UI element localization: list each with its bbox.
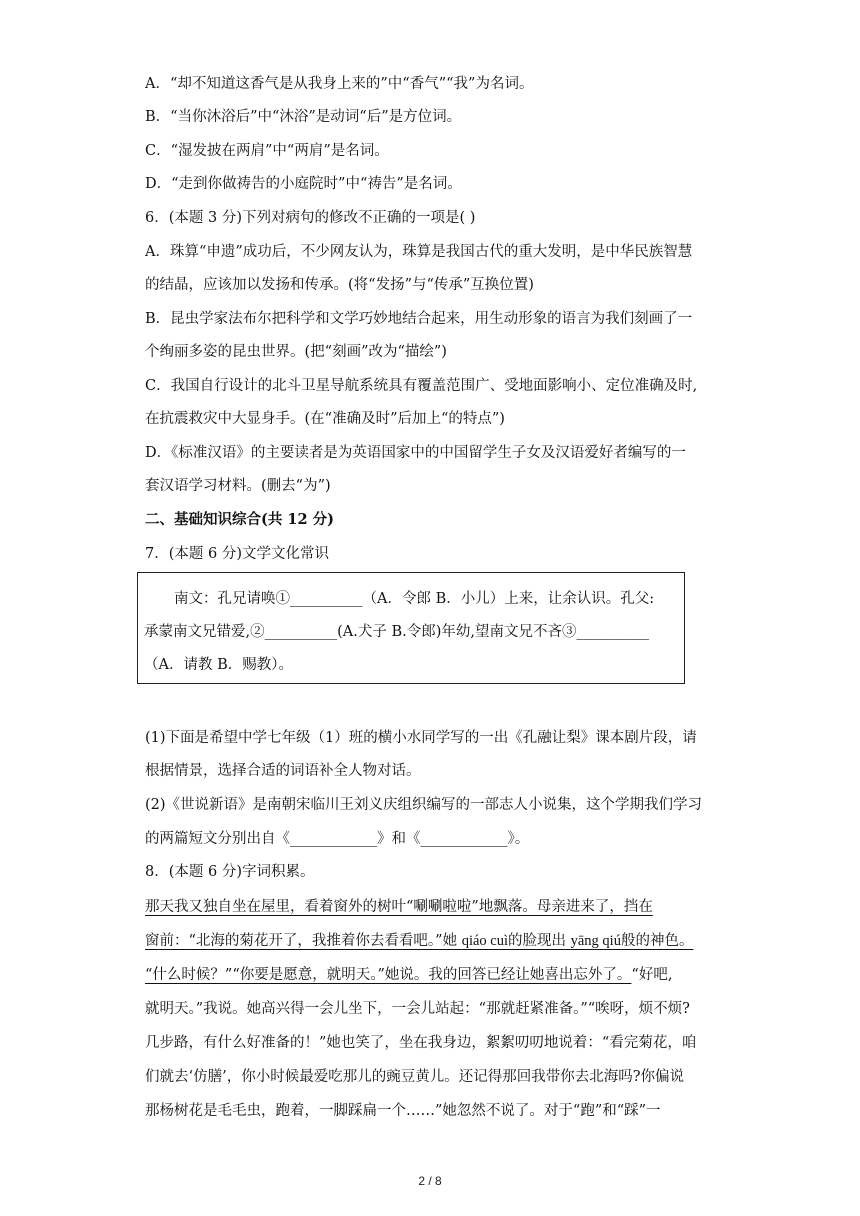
pinyin-qiaocui: qiáo cuì (461, 933, 508, 949)
passage-line-7: 那杨树花是毛毛虫，跑着，一脚踩扁一个……”她忽然不说了。对于“跑”和“踩”一 (145, 1103, 661, 1119)
passage-underlined: 的脸现出 (508, 933, 571, 949)
dialogue-line-3: （A．请教 B．赐教）。 (144, 657, 293, 673)
q6-stem: 6．(本题 3 分)下列对病句的修改不正确的一项是( ) (145, 210, 476, 226)
q7-part1-line2: 根据情景，选择合适的词语补全人物对话。 (145, 763, 421, 779)
passage-line-6: 们就去‘仿膳’，你小时候最爱吃那儿的豌豆黄儿。还记得那回我带你去北海吗?你偏说 (145, 1069, 684, 1085)
q5-option-a: A．“却不知道这香气是从我身上来的”中“香气”“我”为名词。 (145, 76, 534, 92)
passage-line-3 (145, 965, 725, 985)
q6-option-c-line2: 在抗震救灾中大显身手。(在“准确及时”后加上“的特点”) (145, 411, 505, 427)
dialogue-line-1: 南文：孔兄请唤①__________（A．令郎 B．小儿）上来，让余认识。孔父: (174, 591, 655, 607)
q6-option-d-line2: 套汉语学习材料。(删去“为”) (145, 478, 331, 494)
passage-underlined: “什么时候？”“你要是愿意，就明天。”她说。我的回答已经让她喜出忘外了。 (145, 967, 632, 983)
passage-line-5: 几步路，有什么好准备的！”她也笑了，坐在我身边，絮絮叨叨地说着：“看完菊花，咱 (145, 1035, 697, 1051)
passage-underlined: 窗前：“北海的菊花开了，我推着你去看看吧。”她 (145, 933, 462, 949)
q6-option-d-line1: D．《标准汉语》的主要读者是为英语国家中的中国留学生子女及汉语爱好者编写的一 (145, 445, 686, 461)
dialogue-box (137, 572, 685, 684)
q7-part2-line2: 的两篇短文分别出自《____________》和《____________》。 (145, 831, 530, 847)
q7-part2-line1: (2)《世说新语》是南朝宋临川王刘义庆组织编写的一部志人小说集，这个学期我们学习 (145, 797, 703, 813)
dialogue-line-2: 承蒙南文兄错爱,②__________(A.犬子 B.令郎)年幼,望南文兄不吝③__________ (144, 624, 649, 640)
q6-option-c-line1: C．我国自行设计的北斗卫星导航系统具有覆盖范围广、受地面影响小、定位准确及时, (145, 378, 698, 394)
q6-option-a-line1: A．珠算“申遗”成功后，不少网友认为，珠算是我国古代的重大发明，是中华民族智慧 (145, 244, 693, 260)
q5-option-b: B．“当你沐浴后”中“沐浴”是动词“后”是方位词。 (145, 109, 462, 125)
q7-part1-line1: (1)下面是希望中学七年级（1）班的横小水同学写的一出《孔融让梨》课本剧片段，请 (145, 730, 697, 746)
q7-stem: 7．(本题 6 分)文学文化常识 (145, 546, 329, 562)
passage-line-2 (145, 931, 725, 951)
pinyin-yangqiu: yāng qiú (570, 933, 621, 949)
q6-option-b-line2: 个绚丽多姿的昆虫世界。(把“刻画”改为“描绘”) (145, 344, 447, 360)
passage-text: “好吧, (631, 967, 673, 983)
q5-option-c: C．“湿发披在两肩”中“两肩”是名词。 (145, 143, 389, 159)
q5-option-d: D．“走到你做祷告的小庭院时”中“祷告”是名词。 (145, 176, 462, 192)
section-heading: 二、基础知识综合(共 12 分) (145, 511, 334, 528)
q6-option-a-line2: 的结晶，应该加以发扬和传承。(将“发扬”与“传承”互换位置) (145, 277, 534, 293)
q8-stem: 8．(本题 6 分)字词积累。 (145, 864, 315, 880)
page-number: 2 / 8 (418, 1174, 442, 1188)
passage-line-4: 就明天。”我说。她高兴得一会儿坐下，一会儿站起：“那就赶紧准备。”“唉呀，烦不烦? (145, 1001, 690, 1017)
passage-line-1: 那天我又独自坐在屋里，看着窗外的树叶“唰唰啦啦”地飘落。母亲进来了，挡在 (145, 899, 653, 915)
passage-underlined: 般的神色。 (620, 933, 694, 949)
q6-option-b-line1: B．昆虫学家法布尔把科学和文学巧妙地结合起来，用生动形象的语言为我们刻画了一 (145, 311, 693, 327)
